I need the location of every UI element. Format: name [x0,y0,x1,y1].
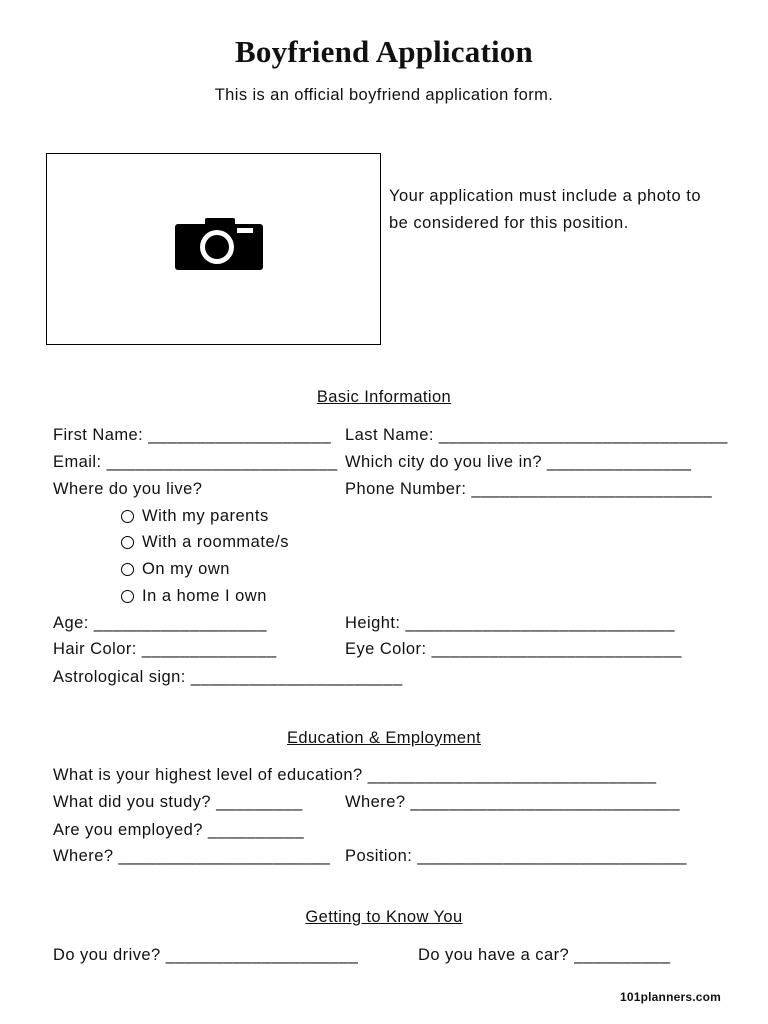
photo-upload-box[interactable] [46,153,381,345]
brand-footer: 101planners.com [620,990,722,1004]
radio-option-roommate[interactable] [121,532,289,552]
radio-option-own[interactable] [121,559,230,579]
section-basic-information [0,388,768,407]
section-education-employment [0,729,768,748]
email-field[interactable]: Email: ________________________ [53,453,338,471]
radio-button[interactable] [121,536,134,549]
camera-icon [175,218,263,275]
page-subtitle: This is an official boyfriend application form. [214,86,554,104]
phone-number-field[interactable]: Phone Number: _________________________ [345,480,713,498]
page-title: Boyfriend Application [235,34,533,69]
employed-field[interactable]: Are you employed? __________ [53,821,305,839]
car-field[interactable]: Do you have a car? __________ [418,946,671,964]
job-where-field[interactable]: Where? ______________________ [53,847,331,865]
photo-requirement-note: Your application must include a photo to be considered for this position. [389,187,702,232]
first-name-field[interactable]: First Name: ___________________ [53,426,332,444]
education-level-field[interactable]: What is your highest level of education? ______________________________ [53,766,657,784]
hair-color-field[interactable]: Hair Color: ______________ [53,640,277,658]
position-field[interactable]: Position: ____________________________ [345,847,687,865]
radio-option-home[interactable] [121,586,267,606]
section-heading: Education & Employment [286,729,482,747]
radio-option-parents[interactable] [121,506,269,526]
radio-button[interactable] [121,590,134,603]
radio-label: On my own [142,560,230,578]
radio-button[interactable] [121,563,134,576]
eye-color-field[interactable]: Eye Color: __________________________ [345,640,682,658]
age-field[interactable]: Age: __________________ [53,614,268,632]
radio-label: In a home I own [142,587,267,605]
astrological-sign-field[interactable]: Astrological sign: ______________________ [53,668,403,686]
last-name-field[interactable]: Last Name: ______________________________ [345,426,728,444]
radio-label: With a roommate/s [142,533,289,551]
study-where-field[interactable]: Where? ____________________________ [345,793,681,811]
where-live-label: Where do you live? [53,480,203,498]
study-field[interactable]: What did you study? _________ [53,793,303,811]
drive-field[interactable]: Do you drive? ____________________ [53,946,359,964]
section-heading: Basic Information [316,388,452,406]
section-heading: Getting to Know You [305,908,463,926]
height-field[interactable]: Height: ____________________________ [345,614,676,632]
city-field[interactable]: Which city do you live in? _______________ [345,453,692,471]
radio-button[interactable] [121,510,134,523]
radio-label: With my parents [142,507,269,525]
section-getting-to-know-you [0,908,768,927]
